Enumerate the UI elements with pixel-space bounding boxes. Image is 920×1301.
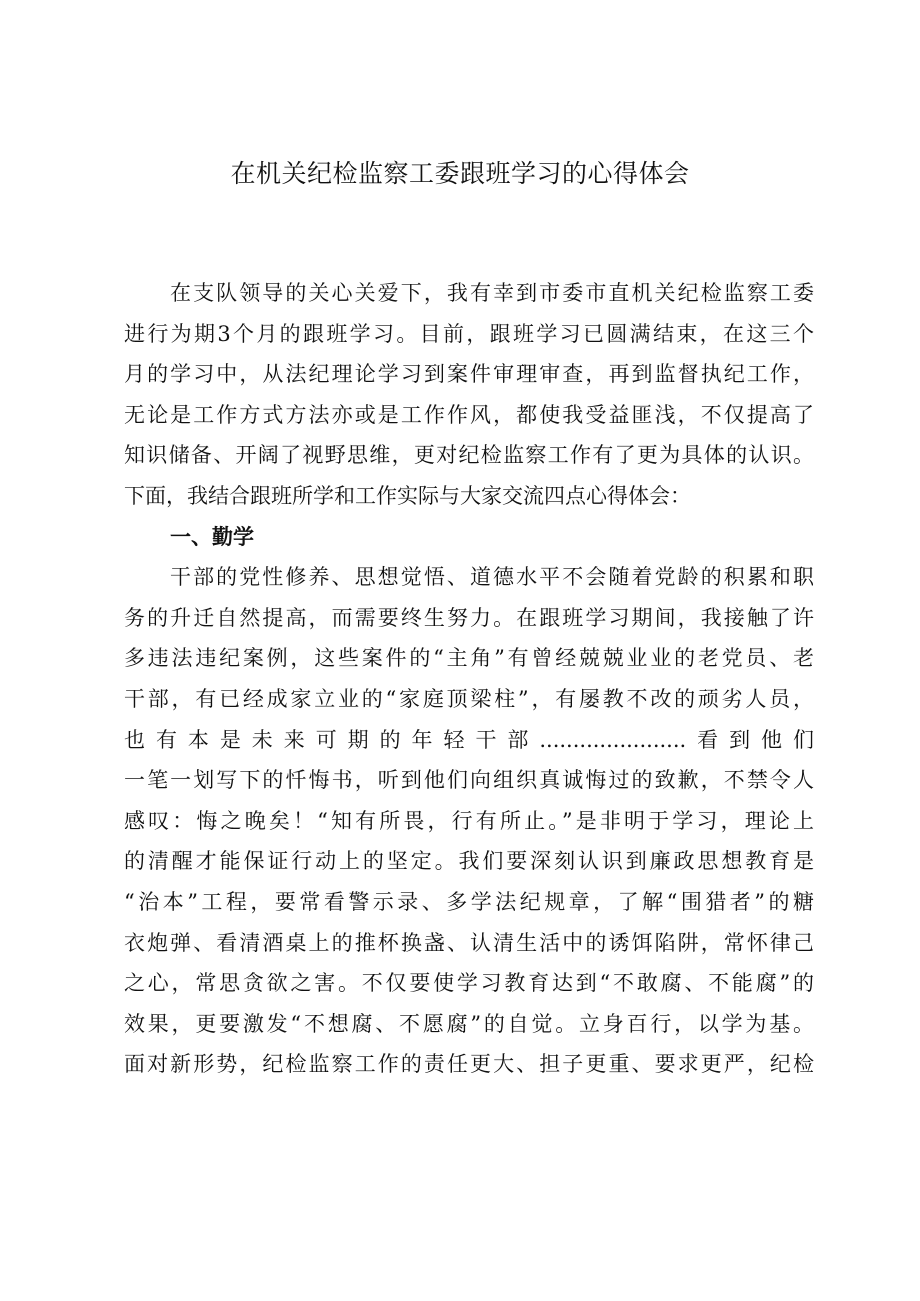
paragraph-line: 干部的党性修养、思想觉悟、道德水平不会随着党龄的积累和职 xyxy=(170,565,814,590)
paragraph-line: 无论是工作方式方法亦或是工作作风，都使我受益匪浅，不仅提高了 xyxy=(124,402,814,427)
section-heading: 一、勤学 xyxy=(170,524,254,549)
paragraph-line: 一笔一划写下的忏悔书，听到他们向组织真诚悔过的致歉，不禁令人 xyxy=(124,768,814,793)
paragraph-line: 干部，有已经成家立业的“家庭顶梁柱”，有屡教不改的顽劣人员， xyxy=(124,686,814,711)
paragraph-line: 之心，常思贪欲之害。不仅要使学习教育达到“不敢腐、不能腐”的 xyxy=(124,971,814,996)
paragraph-line: 效果，更要激发“不想腐、不愿腐”的自觉。立身百行，以学为基。 xyxy=(124,1011,814,1036)
paragraph-line: 知识储备、开阔了视野思维，更对纪检监察工作有了更为具体的认识。 xyxy=(124,443,814,468)
paragraph-line: 多违法违纪案例，这些案件的“主角”有曾经兢兢业业的老党员、老 xyxy=(124,646,814,671)
paragraph-line: 的清醒才能保证行动上的坚定。我们要深刻认识到廉政思想教育是 xyxy=(124,849,814,874)
paragraph-line: 衣炮弹、看清酒桌上的推杯换盏、认清生活中的诱饵陷阱，常怀律己 xyxy=(124,930,814,955)
paragraph-line: 下面，我结合跟班所学和工作实际与大家交流四点心得体会： xyxy=(124,483,691,508)
paragraph-line: 进行为期3个月的跟班学习。目前，跟班学习已圆满结束，在这三个 xyxy=(124,321,814,346)
paragraph-line: 月的学习中，从法纪理论学习到案件审理审查，再到监督执纪工作， xyxy=(124,362,814,387)
paragraph-line: 也有本是未来可期的年轻干部......................看到他们 xyxy=(124,727,814,752)
paragraph-line: 在支队领导的关心关爱下，我有幸到市委市直机关纪检监察工委 xyxy=(170,281,814,305)
paragraph-line: 务的升迁自然提高，而需要终生努力。在跟班学习期间，我接触了许 xyxy=(124,605,814,630)
paragraph-line: 感叹：悔之晚矣！“知有所畏，行有所止。”是非明于学习，理论上 xyxy=(124,808,814,833)
document-title: 在机关纪检监察工委跟班学习的心得体会 xyxy=(230,159,690,188)
paragraph-line: “治本”工程，要常看警示录、多学法纪规章，了解“围猎者”的糖 xyxy=(124,889,814,914)
paragraph-line: 面对新形势，纪检监察工作的责任更大、担子更重、要求更严，纪检 xyxy=(124,1052,814,1077)
document-body xyxy=(124,273,814,1085)
